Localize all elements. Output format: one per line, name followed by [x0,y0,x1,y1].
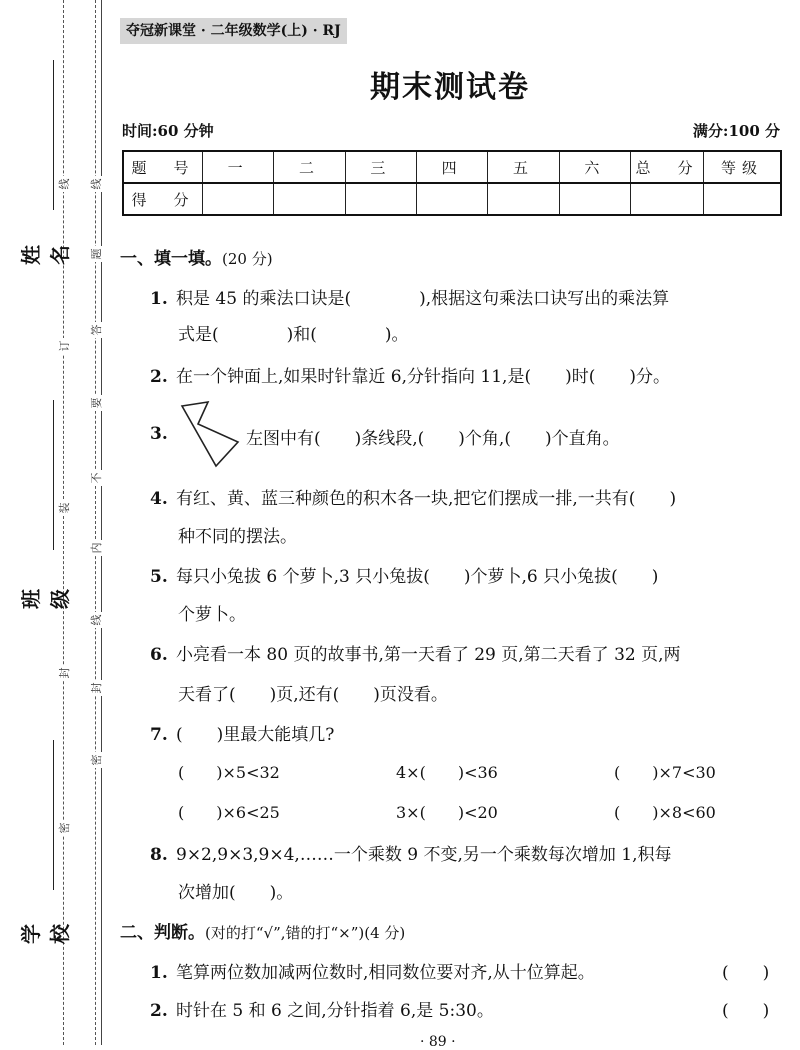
inequality-item: ( )×7<30 [614,763,716,782]
score-input-cell[interactable] [345,183,416,215]
question-1 [150,284,669,309]
school-label: 学校 [19,924,72,944]
binding-solid-line [101,0,102,1045]
table-cell: 一 [203,151,274,183]
question-text: 有红、黄、蓝三种颜色的积木各一块,把它们摆成一排,一共有( ) [176,489,677,509]
question-text: 小亮看一本 80 页的故事书,第一天看了 29 页,第二天看了 32 页,两 [176,645,681,665]
seal-mark: 装 [56,500,72,516]
table-cell: 六 [559,151,630,183]
page-title: 期末测试卷 [370,70,530,105]
question-6-cont: 天看了( )页,还有( )页没看。 [178,685,448,705]
table-cell: 四 [416,151,487,183]
section-2-heading [120,918,405,943]
table-cell: 得 分 [123,183,203,215]
seal-mark: 线 [56,176,72,192]
question-number: 5. [150,567,168,587]
full-score: 满分:100 分 [692,122,780,140]
table-cell: 总 分 [631,151,704,183]
binding-dashed-line-outer [63,0,64,1045]
inequality-item: ( )×5<32 [178,763,280,782]
score-input-cell[interactable] [704,183,782,215]
score-table-header-row [123,151,781,183]
judgement-2 [150,996,494,1021]
question-text: ( )里最大能填几? [176,725,335,745]
section-points: (对的打“√”,错的打“×”)(4 分) [205,924,406,942]
class-blank [53,400,54,550]
inequality-item: ( )×8<60 [614,803,716,822]
question-number: 6. [150,645,168,665]
exam-time: 时间:60 分钟 [122,122,214,140]
section-1-heading [120,244,273,269]
judgement-1 [150,958,595,983]
name-label: 姓名 [19,245,72,265]
question-text: 在一个钟面上,如果时针靠近 6,分针指向 11,是( )时( )分。 [176,367,670,387]
question-number: 2. [150,367,168,387]
question-number: 1. [150,963,168,983]
section-title: 一、填一填。 [120,249,222,269]
score-input-cell[interactable] [203,183,274,215]
question-4 [150,484,676,509]
seal-mark: 密 [88,752,104,768]
question-text: 积是 45 的乘法口诀是( ),根据这句乘法口诀写出的乘法算 [176,289,670,309]
section-points: (20 分) [222,250,273,268]
question-3 [150,424,176,444]
question-5 [150,562,658,587]
school-blank [53,740,54,890]
seal-mark: 密 [56,820,72,836]
answer-box[interactable]: ( ) [722,963,770,983]
seal-mark: 封 [56,665,72,681]
class-label: 班级 [19,589,72,609]
question-8 [150,840,672,865]
section-title: 二、判断。 [120,923,205,943]
score-table-score-row [123,183,781,215]
score-input-cell[interactable] [631,183,704,215]
seal-mark: 要 [88,395,104,411]
seal-mark: 线 [88,176,104,192]
figure-outline [182,402,238,466]
table-cell: 题 号 [123,151,203,183]
table-cell: 等级 [704,151,782,183]
series-brand-banner: 夺冠新课堂 · 二年级数学(上) · RJ [120,18,347,44]
seal-mark: 封 [88,680,104,696]
question-number: 8. [150,845,168,865]
question-6 [150,640,681,665]
table-cell: 二 [274,151,345,183]
inequality-item: ( )×6<25 [178,803,280,822]
inequality-item: 3×( )<20 [396,803,498,822]
question-text: 时针在 5 和 6 之间,分针指着 6,是 5:30。 [176,1001,494,1021]
question-text: 9×2,9×3,9×4,……一个乘数 9 不变,另一个乘数每次增加 1,积每 [176,845,672,865]
score-table [122,150,782,216]
score-input-cell[interactable] [416,183,487,215]
question-1-cont: 式是( )和( )。 [178,325,409,345]
score-input-cell[interactable] [488,183,559,215]
table-cell: 五 [488,151,559,183]
question-text: 每只小兔拔 6 个萝卜,3 只小兔拔( )个萝卜,6 只小兔拔( ) [176,567,659,587]
score-input-cell[interactable] [559,183,630,215]
seal-mark: 不 [88,470,104,486]
question-number: 3. [150,424,168,444]
question-3-text: 左图中有( )条线段,( )个角,( )个直角。 [246,429,620,449]
question-7 [150,720,334,745]
question-5-cont: 个萝卜。 [178,605,246,625]
question-number: 1. [150,289,168,309]
question-8-cont: 次增加( )。 [178,883,294,903]
table-cell: 三 [345,151,416,183]
question-2 [150,362,670,387]
question-number: 4. [150,489,168,509]
question-number: 7. [150,725,168,745]
binding-dashed-line-inner [95,0,96,1045]
page-number: · 89 · [420,1034,456,1050]
seal-mark: 订 [56,338,72,354]
seal-mark: 答 [88,322,104,338]
score-input-cell[interactable] [274,183,345,215]
seal-mark: 内 [88,540,104,556]
question-text: 笔算两位数加减两位数时,相同数位要对齐,从十位算起。 [176,963,595,983]
inequality-item: 4×( )<36 [396,763,498,782]
answer-box[interactable]: ( ) [722,1001,770,1021]
polygon-figure [176,398,246,472]
seal-mark: 线 [88,612,104,628]
question-number: 2. [150,1001,168,1021]
question-4-cont: 种不同的摆法。 [178,527,297,547]
seal-mark: 题 [88,246,104,262]
